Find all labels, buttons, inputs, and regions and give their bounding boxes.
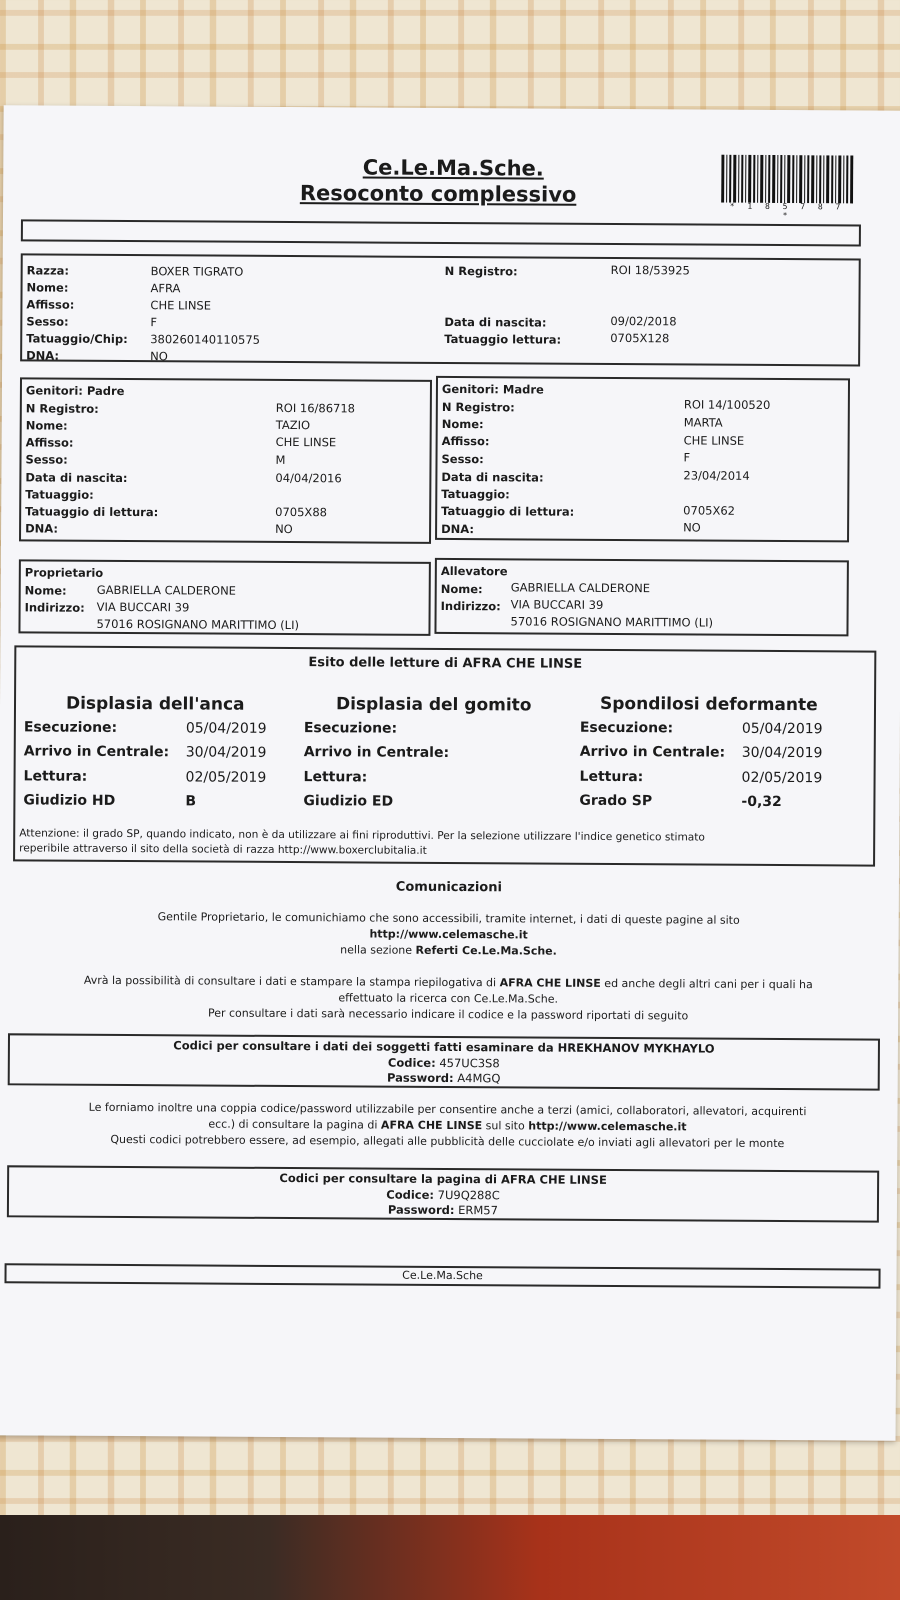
dna-label: DNA: (26, 348, 60, 363)
nome-label: Nome: (26, 280, 69, 295)
father-affisso-value: CHE LINSE (275, 434, 337, 450)
footer-box (4, 1263, 880, 1288)
comunicazioni-p3-line2 (0, 1116, 897, 1134)
affisso-label: Affisso: (26, 297, 75, 312)
breeder-title: Allevatore (440, 563, 508, 579)
mother-box (435, 376, 850, 543)
father-registro-label: N Registro: (25, 401, 99, 416)
box1-password-label: Password: (387, 1070, 454, 1086)
elbow-esecuzione-label: Esecuzione: (303, 720, 398, 737)
father-nascita-label: Data di nascita: (25, 470, 128, 486)
spine-grado-value: -0,32 (741, 793, 782, 811)
owner-box (18, 559, 430, 636)
breeder-indirizzo2-value: 57016 ROSIGNANO MARITTIMO (LI) (510, 614, 714, 630)
mother-tatuaggio-label: Tatuaggio: (441, 486, 510, 502)
spine-esecuzione-label: Esecuzione: (579, 719, 674, 737)
registro-value: ROI 18/53925 (610, 262, 690, 278)
owner-nome-label: Nome: (24, 583, 67, 598)
breeder-box (434, 558, 848, 637)
page-subtitle: Resoconto complessivo (299, 181, 577, 207)
mother-affisso-label: Affisso: (441, 433, 490, 449)
mother-nome-value: MARTA (683, 415, 723, 430)
tat-lettura-value: 0705X128 (610, 330, 670, 346)
mother-tat-lettura-label: Tatuaggio di lettura: (441, 503, 575, 519)
p3-line2-pre: ecc.) di consultare la pagina di (208, 1117, 381, 1132)
mother-dna-label: DNA: (441, 521, 475, 537)
box1-codice-value: 457UC3S8 (439, 1055, 500, 1071)
father-tat-lettura-value: 0705X88 (275, 504, 328, 520)
box1-codice-label: Codice: (387, 1055, 436, 1070)
father-tatuaggio-label: Tatuaggio: (25, 487, 94, 502)
mother-sesso-label: Sesso: (441, 451, 484, 467)
codes-box-dog (7, 1165, 879, 1222)
mother-nome-label: Nome: (441, 416, 484, 432)
chip-value: 380260140110575 (150, 332, 261, 347)
father-affisso-label: Affisso: (25, 435, 74, 450)
hip-esecuzione-value: 05/04/2019 (185, 720, 267, 737)
tat-lettura-label: Tatuaggio lettura: (444, 331, 562, 347)
p3-line2-mid: sul sito (482, 1119, 529, 1133)
nascita-value: 09/02/2018 (610, 313, 677, 329)
dog-info-box (20, 253, 861, 366)
chip-label: Tatuaggio/Chip: (26, 331, 128, 347)
owner-indirizzo2-value: 57016 ROSIGNANO MARITTIMO (LI) (96, 616, 300, 633)
mother-dna-value: NO (683, 520, 701, 535)
page-title: Ce.Le.Ma.Sche. (362, 155, 544, 181)
elbow-arrivo-label: Arrivo in Centrale: (303, 744, 450, 761)
mother-tat-lettura-value: 0705X62 (683, 503, 736, 518)
p3-line2-bold2[interactable]: http://www.celemasche.it (528, 1119, 687, 1134)
comunicazioni-p2-line2: effettuato la ricerca con Ce.Le.Ma.Sche. (338, 991, 559, 1006)
elbow-lettura-label: Lettura: (303, 769, 368, 786)
father-title: Genitori: Padre (25, 383, 125, 399)
footer-text: Ce.Le.Ma.Sche (402, 1268, 483, 1283)
elbow-title: Displasia del gomito (335, 694, 532, 716)
razza-label: Razza: (26, 263, 70, 278)
hip-title: Displasia dell'anca (65, 693, 245, 715)
spine-esecuzione-value: 05/04/2019 (741, 720, 823, 738)
comunicazioni-title: Comunicazioni (395, 879, 503, 896)
nome-value: AFRA (150, 281, 181, 296)
mother-nascita-value: 23/04/2014 (683, 468, 750, 483)
owner-nome-value: GABRIELLA CALDERONE (96, 582, 237, 598)
mother-registro-value: ROI 14/100520 (683, 397, 771, 412)
mother-registro-label: N Registro: (441, 399, 515, 415)
spine-grado-label: Grado SP (579, 792, 653, 810)
box2-password-value: ERM57 (458, 1203, 499, 1218)
elbow-giudizio-label: Giudizio ED (303, 793, 394, 810)
spine-title: Spondilosi deformante (599, 693, 818, 716)
box2-codice-label: Codice: (386, 1187, 435, 1202)
father-dna-label: DNA: (25, 521, 59, 536)
mother-nascita-label: Data di nascita: (441, 469, 544, 485)
mother-title: Genitori: Madre (441, 381, 544, 397)
breeder-indirizzo-label: Indirizzo: (440, 598, 501, 614)
codes-box-dog-title: Codici per consultare la pagina di AFRA CHE LINSE (279, 1170, 607, 1187)
sesso-label: Sesso: (26, 314, 69, 329)
father-dna-value: NO (275, 521, 293, 537)
nascita-label: Data di nascita: (444, 314, 547, 330)
box2-codice-value: 7U9Q288C (437, 1187, 500, 1203)
p1-line3-pre: nella sezione (340, 943, 416, 957)
sesso-value: F (150, 315, 158, 330)
barcode-icon (721, 155, 853, 204)
box2-password-label: Password: (387, 1202, 455, 1218)
father-box (19, 377, 432, 544)
comunicazioni-p3-line1: Le forniamo inoltre una coppia codice/password utilizzabile per consentire anche a terzi (amici, collaboratori, allevatori, acquirenti (88, 1100, 807, 1119)
sp-note-line2: reperibile attraverso il sito della società di razza http://www.boxerclubitalia.it (19, 842, 427, 857)
p2-line1-bold: AFRA CHE LINSE (499, 976, 601, 990)
site-link[interactable]: http://www.celemasche.it (369, 927, 528, 942)
p1-line3-bold: Referti Ce.Le.Ma.Sche. (415, 943, 557, 958)
mother-sesso-value: F (683, 450, 691, 465)
empty-banner (21, 219, 861, 246)
box1-password-value: A4MGQ (457, 1071, 501, 1086)
affisso-value: CHE LINSE (150, 298, 212, 313)
codes-box-owner-title: Codici per consultare i dati dei soggetti fatti esaminare da HREKHANOV MYKHAYLO (173, 1038, 715, 1056)
razza-value: BOXER TIGRATO (150, 264, 244, 279)
spine-arrivo-label: Arrivo in Centrale: (579, 743, 726, 761)
comunicazioni-p2-line3: Per consultare i dati sarà necessario indicare il codice e la password riportati di seguito (207, 1006, 689, 1023)
comunicazioni-p3-line3: Questi codici potrebbero essere, ad esempio, allegati alle pubblicità delle cucciolate e/o inviati agli allevatori per le monte (110, 1132, 785, 1151)
father-nascita-value: 04/04/2016 (275, 470, 342, 486)
floor-background (0, 1515, 900, 1600)
breeder-indirizzo1-value: VIA BUCCARI 39 (510, 597, 604, 612)
comunicazioni-p1-line1: Gentile Proprietario, le comunichiamo che sono accessibili, tramite internet, i dati di queste pagine al sito (157, 910, 740, 927)
father-nome-label: Nome: (25, 418, 68, 433)
father-registro-value: ROI 16/86718 (275, 400, 356, 416)
breeder-nome-label: Nome: (440, 581, 483, 597)
owner-title: Proprietario (24, 565, 104, 580)
p3-line2-bold1: AFRA CHE LINSE (380, 1118, 483, 1133)
father-sesso-value: M (275, 452, 286, 467)
codes-box-owner (8, 1033, 880, 1090)
father-sesso-label: Sesso: (25, 452, 68, 467)
hip-arrivo-label: Arrivo in Centrale: (23, 743, 170, 761)
comunicazioni-p1-line3 (0, 941, 899, 959)
father-tat-lettura-label: Tatuaggio di lettura: (25, 504, 159, 520)
spine-lettura-label: Lettura: (579, 768, 644, 786)
spine-lettura-value: 02/05/2019 (741, 769, 823, 787)
registro-label: N Registro: (444, 263, 518, 279)
p2-line1-post: ed anche degli altri cani per i quali ha (600, 976, 813, 992)
hip-lettura-value: 02/05/2019 (185, 769, 267, 786)
report-sheet (0, 105, 900, 1440)
hip-arrivo-value: 30/04/2019 (185, 744, 267, 761)
dna-value: NO (150, 349, 168, 364)
hip-lettura-label: Lettura: (23, 768, 88, 785)
p2-line1-pre: Avrà la possibilità di consultare i dati e stampare la stampa riepilogativa di (83, 973, 500, 990)
father-nome-value: TAZIO (275, 417, 311, 433)
mother-affisso-value: CHE LINSE (683, 433, 745, 448)
results-box (13, 645, 876, 866)
sp-note-line1: Attenzione: il grado SP, quando indicato, non è da utilizzare ai fini riproduttivi. Per la selezione utilizzare l'indice genetico stimato (19, 827, 705, 844)
hip-giudizio-value: B (185, 793, 197, 810)
hip-esecuzione-label: Esecuzione: (23, 719, 118, 736)
spine-arrivo-value: 30/04/2019 (741, 744, 823, 762)
hip-giudizio-label: Giudizio HD (23, 792, 116, 809)
comunicazioni-p2-line1 (0, 973, 898, 991)
results-title: Esito delle letture di AFRA CHE LINSE (308, 655, 583, 672)
breeder-nome-value: GABRIELLA CALDERONE (510, 580, 651, 596)
owner-indirizzo1-value: VIA BUCCARI 39 (96, 599, 190, 615)
owner-indirizzo-label: Indirizzo: (24, 600, 85, 615)
barcode-number: * 1 8 5 7 8 7 * (729, 201, 845, 221)
